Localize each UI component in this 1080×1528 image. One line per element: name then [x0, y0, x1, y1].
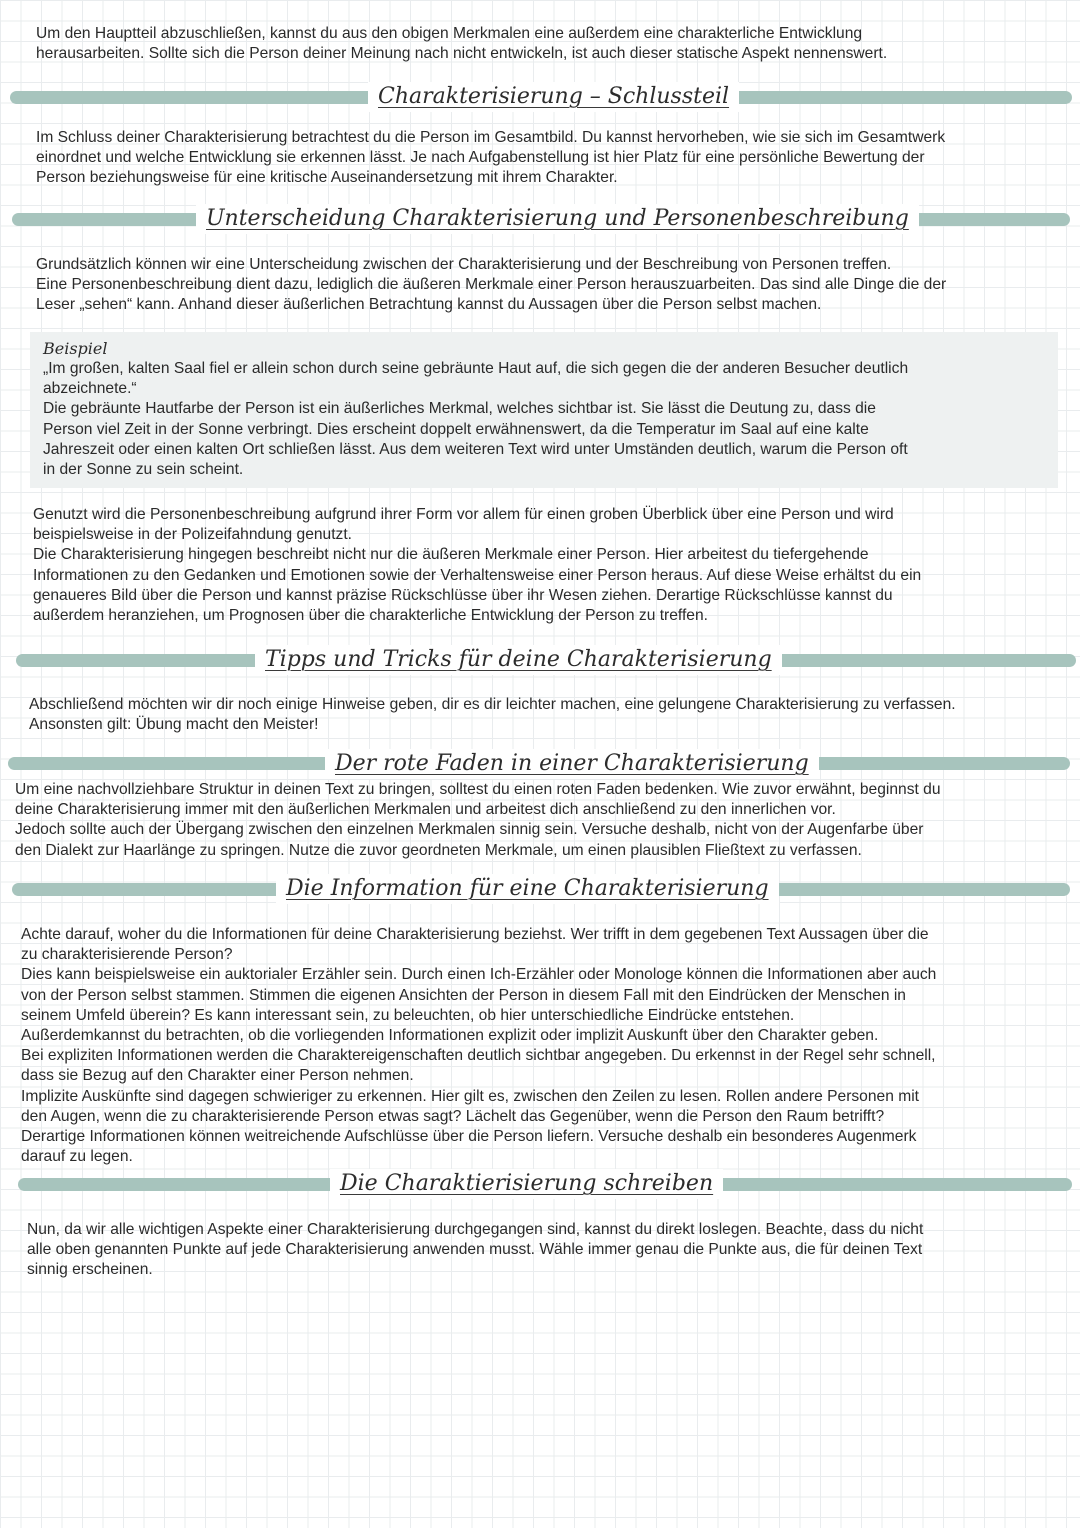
text-line: zu charakterisierende Person? — [21, 946, 233, 964]
text-line: Um eine nachvollziehbare Struktur in deinen Text zu bringen, solltest du einen roten Faden bedenken. Wie zuvor erwähnt, beginnst du — [15, 781, 941, 798]
text-line: den Augen, wenn die zu charakterisierende Person etwas sagt? Lächelt das Gegenüber, wenn die Person den Raum betrifft? — [21, 1107, 885, 1125]
unterscheidung-after-paragraph — [33, 505, 921, 626]
text-line: abzeichnete.“ — [43, 380, 137, 398]
text-line: herausarbeiten. Sollte sich die Person deiner Meinung nach nicht entwickeln, ist auch dieser statische Aspekt nennenswert. — [36, 45, 888, 63]
section-heading-information — [0, 874, 1080, 914]
text-line: Abschließend möchten wir dir noch einige Hinweise geben, dir es dir leichter machen, eine gelungene Charakterisierung zu verfassen. — [29, 696, 956, 713]
text-line: Im Schluss deiner Charakterisierung betrachtest du die Person im Gesamtbild. Du kannst hervorheben, wie sie sich im Gesamtwerk — [36, 129, 946, 146]
schreiben-paragraph — [27, 1220, 923, 1281]
text-line: dass sie Bezug auf den Charakter einer Person nehmen. — [21, 1067, 414, 1085]
text-line: Bei expliziten Informationen werden die Charaktereigenschaften deutlich sichtbar angegeben. Du erkennst in der Regel sehr schnell, — [21, 1047, 936, 1065]
text-line: Person viel Zeit in der Sonne verbringt. Dies erscheint doppelt erwähnenswert, da die Temperatur im Saal auf eine kalte — [43, 420, 869, 438]
text-line: den Dialekt zur Haarlänge zu springen. Nutze die zuvor geordneten Merkmale, um einen plausiblen Fließtext zu verfassen. — [15, 841, 862, 859]
text-line: deine Charakterisierung immer mit den äußerlichen Merkmalen und arbeitest dich anschließend zu den innerlichen vor. — [15, 801, 836, 819]
unterscheidung-paragraph — [36, 255, 946, 316]
section-heading-unterscheidung — [0, 204, 1080, 244]
section-heading-schlussteil — [0, 82, 1080, 122]
text-line: Genutzt wird die Personenbeschreibung aufgrund ihrer Form vor allem für einen groben Überblick über eine Person und wird — [33, 506, 894, 523]
example-label: Beispiel — [43, 339, 108, 358]
text-line: Grundsätzlich können wir eine Unterscheidung zwischen der Charakterisierung und der Beschreibung von Personen treffen. — [36, 256, 892, 273]
section-heading-tipps — [0, 645, 1080, 685]
text-line: Leser „sehen“ kann. Anhand dieser äußerlichen Betrachtung kannst du Aussagen über die Person selbst machen. — [36, 296, 822, 314]
text-line: einordnet und welche Entwicklung sie erkennen lässt. Je nach Aufgabenstellung ist hier Platz für eine persönliche Bewertung der — [36, 149, 925, 167]
text-line: Dies kann beispielsweise ein auktorialer Erzähler sein. Durch einen Ich-Erzähler oder Monologe können die Informationen aber auch — [21, 966, 937, 984]
heading-title: Charakterisierung – Schlussteil — [368, 82, 739, 112]
schlussteil-paragraph — [36, 128, 945, 189]
text-line: Die Charakterisierung hingegen beschreibt nicht nur die äußeren Merkmale einer Person. Hier arbeitest du tiefergehende — [33, 546, 869, 564]
text-line: Derartige Informationen können weitreichende Aufschlüsse über die Person liefern. Versuche deshalb ein besonderes Augenmerk — [21, 1128, 917, 1146]
text-line: darauf zu legen. — [21, 1148, 133, 1166]
heading-title: Unterscheidung Charakterisierung und Personenbeschreibung — [196, 204, 919, 234]
text-line: Eine Personenbeschreibung dient dazu, lediglich die äußeren Merkmale einer Person herauszuarbeiten. Das sind alle Dinge die der — [36, 276, 947, 294]
text-line: Jahreszeit oder einen kalten Ort schließen lässt. Aus dem weiteren Text wird unter Umständen deutlich, warum die Person oft — [43, 440, 908, 458]
text-line: Ansonsten gilt: Übung macht den Meister! — [29, 716, 319, 734]
text-line: genaueres Bild über die Person und kannst präzise Rückschlüsse über ihr Wesen ziehen. Derartige Rückschlüsse kannst du — [33, 586, 893, 604]
text-line: Person beziehungsweise für eine kritische Auseinandersetzung mit ihrem Charakter. — [36, 169, 618, 187]
text-line: sinnig erscheinen. — [27, 1261, 153, 1279]
text-line: Informationen zu den Gedanken und Emotionen sowie der Verhaltensweise einer Person heraus. Auf diese Weise erhältst du ein — [33, 566, 922, 584]
heading-title: Die Information für eine Charakterisierung — [276, 874, 779, 904]
text-line: in der Sonne zu sein scheint. — [43, 461, 244, 479]
text-line: Die gebräunte Hautfarbe der Person ist ein äußerliches Merkmal, welches sichtbar ist. Sie lässt die Deutung zu, dass die — [43, 400, 876, 418]
tipps-paragraph — [29, 695, 956, 735]
text-line: alle oben genannten Punkte auf jede Charakterisierung anwenden musst. Wähle immer genau die Punkte aus, die für deinen Text — [27, 1241, 923, 1259]
intro-paragraph — [36, 24, 887, 64]
text-line: Implizite Auskünfte sind dagegen schwieriger zu erkennen. Hier gilt es, zwischen den Zeilen zu lesen. Rollen andere Personen mit — [21, 1087, 919, 1105]
example-paragraph — [43, 359, 908, 480]
text-line: außerdem heranziehen, um Prognosen über die charakterliche Entwicklung der Person zu treffen. — [33, 607, 708, 625]
text-line: Jedoch sollte auch der Übergang zwischen den einzelnen Merkmalen sinnig sein. Versuche deshalb, nicht von der Augenfarbe über — [15, 821, 924, 839]
section-heading-schreiben — [0, 1169, 1080, 1209]
heading-title: Die Charaktierisierung schreiben — [330, 1169, 723, 1199]
text-line: Nun, da wir alle wichtigen Aspekte einer Charakterisierung durchgegangen sind, kannst du direkt loslegen. Beachte, dass du nicht — [27, 1221, 924, 1238]
heading-title: Tipps und Tricks für deine Charakterisierung — [255, 645, 782, 675]
text-line: seinem Umfeld überein? Es kann interessant sein, zu beleuchten, ob hier unterschiedliche Eindrücke entstehen. — [21, 1006, 795, 1024]
text-line: Außerdemkannst du betrachten, ob die vorliegenden Informationen explizit oder implizit Auskunft über den Charakter geben. — [21, 1027, 879, 1045]
text-line: „Im großen, kalten Saal fiel er allein schon durch seine gebräunte Haut auf, die sich gegen die der anderen Besucher deutlich — [43, 360, 909, 377]
text-line: beispielsweise in der Polizeifahndung genutzt. — [33, 526, 353, 544]
text-line: Um den Hauptteil abzuschließen, kannst du aus den obigen Merkmalen eine außerdem eine charakterliche Entwicklung — [36, 25, 863, 42]
information-paragraph — [21, 925, 936, 1167]
text-line: Achte darauf, woher du die Informationen für deine Charakterisierung beziehst. Wer trifft in dem gegebenen Text Aussagen über die — [21, 926, 929, 943]
text-line: von der Person selbst stammen. Stimmen die eigenen Ansichten der Person in diesem Fall mit den Eindrücken der Menschen in — [21, 986, 906, 1004]
roter-faden-paragraph — [15, 780, 941, 861]
heading-title: Der rote Faden in einer Charakterisierung — [325, 749, 819, 779]
